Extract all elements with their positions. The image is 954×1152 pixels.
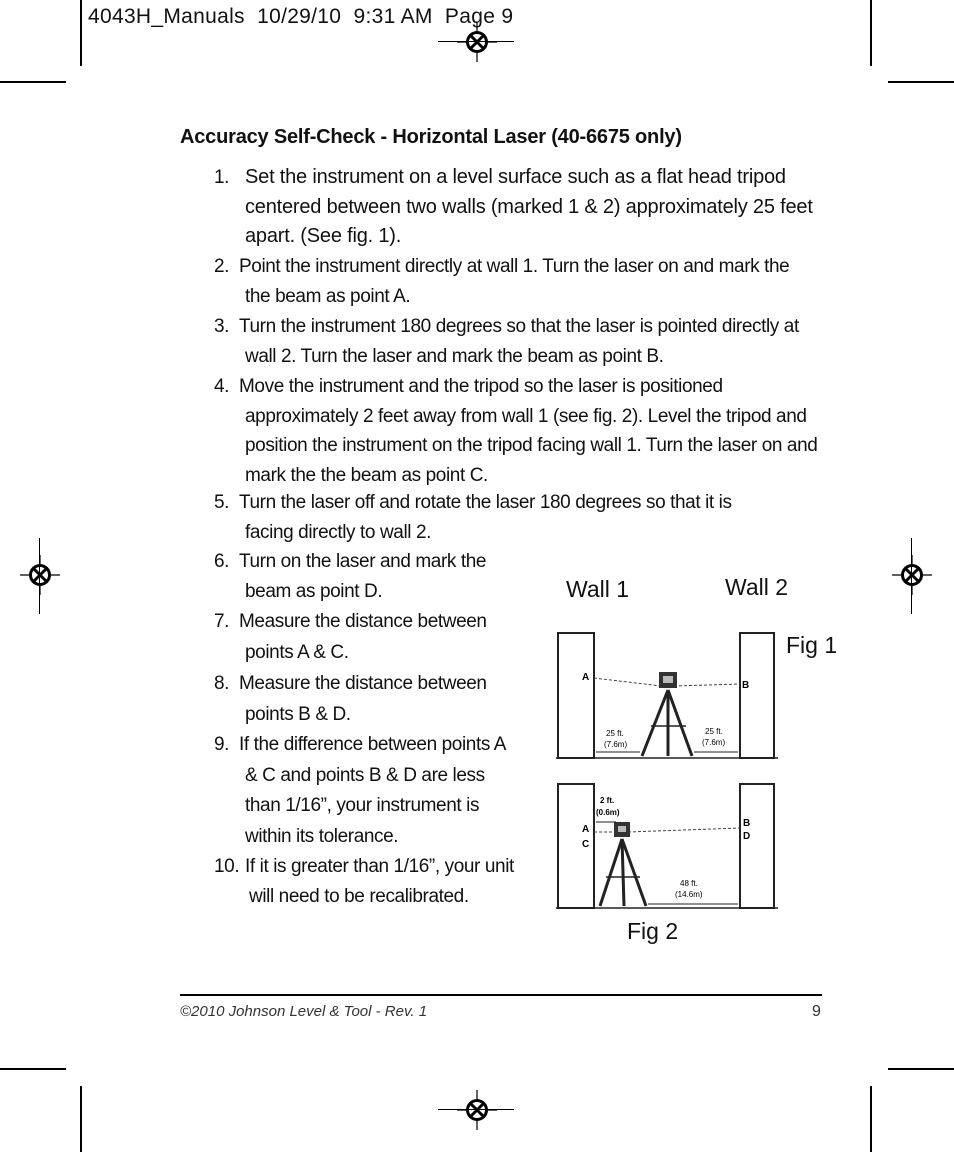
step-number: 6.	[214, 551, 230, 572]
step-1	[214, 163, 814, 252]
printer-slug: 4043H_Manuals 10/29/10 9:31 AM Page 9	[88, 5, 514, 28]
left-distance-metric: (7.6m)	[604, 740, 628, 749]
wall-1-label: Wall 1	[566, 576, 630, 602]
step-4	[214, 372, 824, 490]
fig-2-drawing	[556, 784, 778, 908]
step-text: Measure the distance between points B & D.	[239, 673, 487, 725]
step-text: Point the instrument directly at wall 1. Turn the laser on and mark the the beam as point A.	[239, 256, 790, 307]
page-number: 9	[812, 1003, 821, 1020]
fig-1-diagram	[556, 630, 778, 762]
registration-mark-icon	[457, 22, 497, 62]
near-distance-metric: (0.6m)	[596, 808, 620, 817]
step-number: 5.	[214, 492, 230, 513]
fig-2-diagram	[556, 782, 778, 912]
step-number: 9.	[214, 734, 230, 755]
section-heading: Accuracy Self-Check - Horizontal Laser (40-6675 only)	[180, 126, 682, 148]
point-b-label: B	[742, 680, 750, 691]
step-text: If it is greater than 1/16”, your unit will need to be recalibrated.	[245, 856, 514, 907]
step-text: Turn the laser off and rotate the laser 180 degrees so that it is facing directly to wall 2.	[239, 492, 732, 543]
point-a-label: A	[582, 824, 590, 835]
step-text: If the difference between points A & C and points B & D are less than 1/16”, your instrument is within its tolerance.	[239, 734, 505, 847]
point-d-label: D	[743, 831, 751, 842]
registration-line	[911, 538, 912, 614]
far-distance-label: 48 ft.	[680, 879, 698, 888]
footer-copyright: ©2010 Johnson Level & Tool - Rev. 1	[180, 1003, 428, 1020]
point-a-label: A	[582, 672, 590, 683]
step-number: 4.	[214, 376, 230, 397]
left-distance-label: 25 ft.	[606, 729, 624, 738]
fig-1-drawing	[556, 633, 778, 758]
crop-mark-top-left-v	[80, 0, 82, 66]
crop-mark-bottom-left-v	[80, 1086, 82, 1152]
step-8	[214, 669, 494, 730]
registration-mark-icon	[20, 555, 60, 595]
wall-2-label: Wall 2	[725, 574, 789, 600]
step-7	[214, 607, 494, 668]
registration-line	[39, 538, 40, 614]
step-6	[214, 547, 534, 606]
right-distance-metric: (7.6m)	[702, 738, 726, 747]
crop-mark-top-right-v	[870, 0, 872, 66]
step-number: 7.	[214, 611, 230, 632]
point-c-label: C	[582, 839, 590, 850]
step-text: Measure the distance between points A & C.	[239, 611, 487, 663]
crop-mark-bottom-right-v	[870, 1086, 872, 1152]
registration-line	[438, 41, 514, 42]
step-5	[214, 488, 734, 547]
registration-line	[438, 1109, 514, 1110]
step-number: 3.	[214, 316, 230, 337]
point-b-label: B	[743, 818, 751, 829]
near-distance-label: 2 ft.	[600, 796, 615, 805]
step-10	[214, 852, 514, 911]
fig-1-label: Fig 1	[786, 632, 838, 658]
crop-mark-bottom-left-h	[0, 1068, 66, 1070]
step-text: Turn the instrument 180 degrees so that the laser is pointed directly at wall 2. Turn the laser and mark the beam as point B.	[239, 316, 799, 367]
right-distance-label: 25 ft.	[705, 727, 723, 736]
step-text: Move the instrument and the tripod so the laser is positioned approximately 2 feet away from wall 1 (see fig. 2). Level the tripod and position the instrument on the tripod facing wall 1. Turn the laser on and mark the the beam as point C.	[239, 376, 818, 486]
step-number: 8.	[214, 673, 230, 694]
far-distance-metric: (14.6m)	[675, 890, 703, 899]
registration-mark-icon	[457, 1090, 497, 1130]
crop-mark-top-left-h	[0, 81, 66, 83]
step-number: 1.	[214, 167, 230, 188]
footer-rule	[180, 994, 822, 996]
step-9	[214, 730, 514, 852]
fig-2-label: Fig 2	[627, 918, 679, 944]
step-2	[214, 252, 814, 311]
step-3	[214, 312, 834, 371]
registration-mark-icon	[892, 555, 932, 595]
step-number: 2.	[214, 256, 230, 277]
step-number: 10.	[214, 856, 240, 877]
step-text: Turn on the laser and mark the beam as point D.	[239, 551, 487, 602]
crop-mark-bottom-right-h	[888, 1068, 954, 1070]
step-text: Set the instrument on a level surface such as a flat head tripod centered between two walls (marked 1 & 2) approximately 25 feet apart. (See fig. 1).	[245, 166, 813, 247]
crop-mark-top-right-h	[888, 81, 954, 83]
